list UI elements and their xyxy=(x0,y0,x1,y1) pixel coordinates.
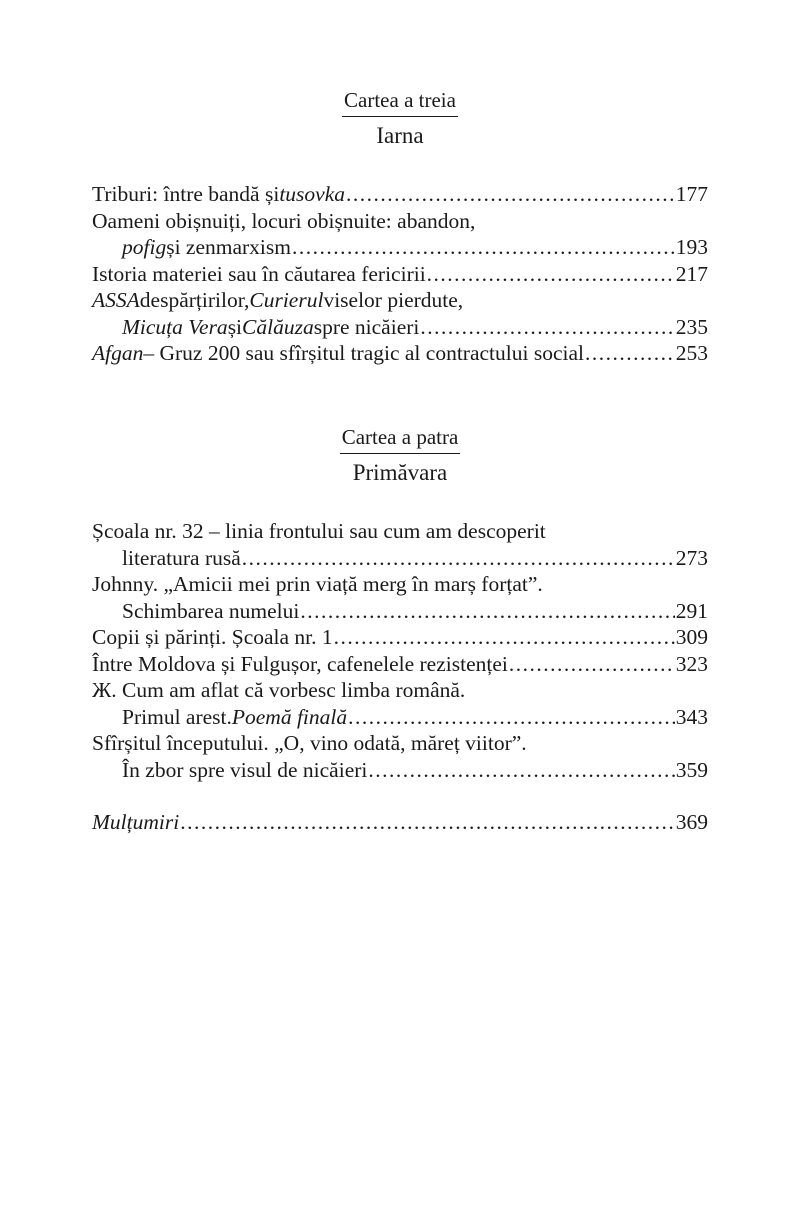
toc-entry[interactable]: Istoria materiei sau în căutarea fericirii ..... 217 xyxy=(92,261,708,288)
leader-dots xyxy=(427,261,675,288)
book4-label: Cartea a patra xyxy=(340,425,461,454)
leader-dots xyxy=(509,651,675,678)
page-number: 253 xyxy=(675,341,708,365)
toc-entry[interactable]: Oameni obișnuiți, locuri obișnuite: abandon, pofig și zenmarxism ..... 193 xyxy=(92,208,708,261)
toc-entry[interactable]: ASSA despărțirilor, Curierul viselor pierdute, Micuța Vera și Călăuza spre nicăieri ..... 235 xyxy=(92,287,708,340)
toc-entry[interactable]: Mulțumiri ..... 369 xyxy=(92,809,708,836)
leader-dots xyxy=(300,598,674,625)
book3-heading xyxy=(0,88,800,149)
page-number: 193 xyxy=(675,235,708,259)
toc-entry[interactable]: Copii și părinți. Școala nr. 1 ..... 309 xyxy=(92,624,708,651)
toc-entry[interactable]: Afgan – Gruz 200 sau sfîrșitul tragic al contractului social ..... 253 xyxy=(92,340,708,367)
page-number: 343 xyxy=(675,704,708,729)
toc-entry[interactable]: Triburi: între bandă și tusovka ..... 177 xyxy=(92,181,708,208)
page-number: 291 xyxy=(675,598,708,623)
leader-dots xyxy=(585,340,675,367)
book4-heading xyxy=(0,425,800,486)
leader-dots xyxy=(292,234,675,261)
page-number: 323 xyxy=(675,651,708,676)
leader-dots xyxy=(420,314,674,341)
book3-label: Cartea a treia xyxy=(342,88,458,117)
leader-dots xyxy=(348,704,675,731)
page-number: 177 xyxy=(675,182,708,206)
leader-dots xyxy=(368,757,674,784)
page-number: 309 xyxy=(675,625,708,649)
book3-toc xyxy=(92,181,708,367)
leader-dots xyxy=(346,181,675,208)
toc-entry[interactable]: Johnny. „Amicii mei prin viață merg în marș forțat”. Schimbarea numelui ..... 291 xyxy=(92,571,708,624)
page-number: 273 xyxy=(675,545,708,570)
leader-dots xyxy=(334,624,675,651)
toc-entry[interactable]: Ж. Cum am aflat că vorbesc limba română. Primul arest. Poemă finală ..... 343 xyxy=(92,677,708,730)
book4-toc xyxy=(92,518,708,836)
toc-entry[interactable]: Între Moldova și Fulgușor, cafenelele rezistenței ..... 323 xyxy=(92,651,708,678)
book3-season: Iarna xyxy=(376,123,424,148)
page-number: 217 xyxy=(675,261,708,286)
toc-entry[interactable]: Școala nr. 32 – linia frontului sau cum am descoperit literatura rusă ..... 273 xyxy=(92,518,708,571)
leader-dots xyxy=(180,809,675,836)
page-number: 369 xyxy=(675,810,708,834)
toc-entry[interactable]: Sfîrșitul începutului. „O, vino odată, măreț viitor”. În zbor spre visul de nicăieri ..... 359 xyxy=(92,730,708,783)
book4-season: Primăvara xyxy=(352,460,448,485)
page-number: 359 xyxy=(675,757,708,782)
page-number: 235 xyxy=(675,314,708,339)
leader-dots xyxy=(242,545,675,572)
